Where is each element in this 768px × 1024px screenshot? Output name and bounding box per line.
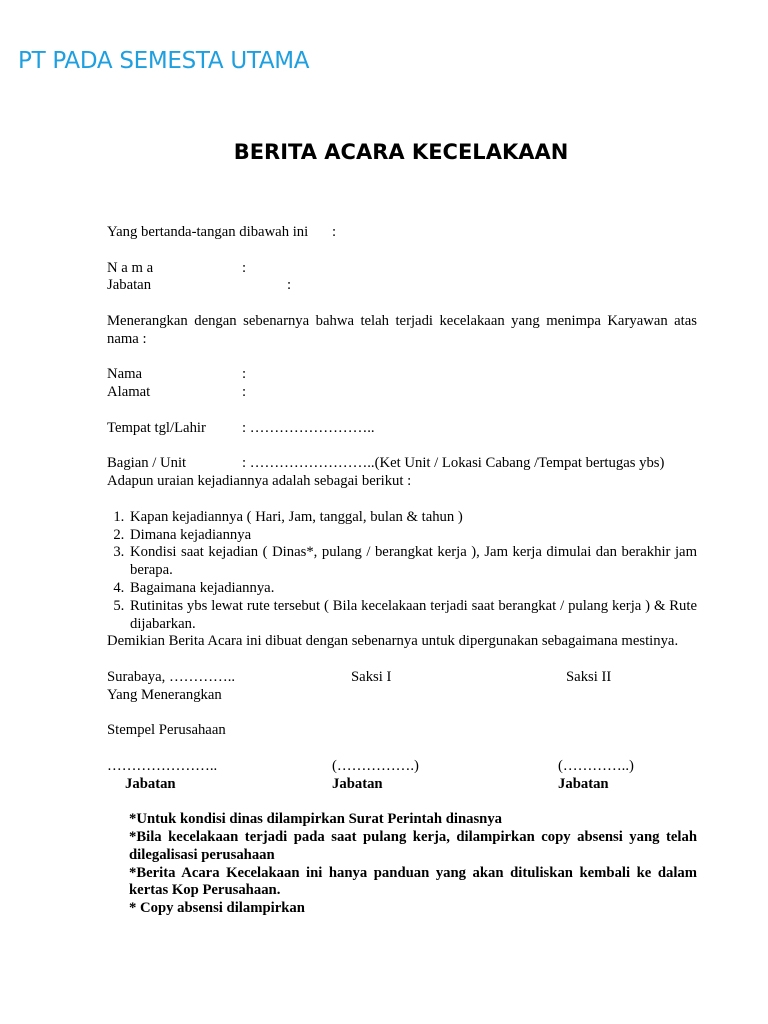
list-item: 3. Kondisi saat kejadian ( Dinas*, pulang / berangkat kerja ), Jam kerja dimulai dan berakhir jam berapa. <box>128 544 697 580</box>
list-item: 5. Rutinitas ybs lewat rute tersebut ( Bila kecelakaan terjadi saat berangkat / pulang kerja ) & Rute dijabarkan. <box>128 598 697 634</box>
list-item: 4. Bagaimana kejadiannya. <box>128 580 697 598</box>
employee-unit-value: : ……………………..(Ket Unit / Lokasi Cabang /Tempat bertugas ybs) <box>242 455 665 472</box>
document-body <box>107 224 697 918</box>
stamp-label: Stempel Perusahaan <box>107 722 226 739</box>
employee-address-colon: : <box>242 384 247 401</box>
employee-name-colon: : <box>242 366 247 383</box>
employee-unit-label: Bagian / Unit <box>107 455 187 472</box>
signer-intro-text: Yang bertanda-tangan dibawah ini <box>107 224 309 240</box>
place-date: Surabaya, ………….. <box>107 668 236 685</box>
position-witness2: Jabatan <box>558 775 609 792</box>
signer-position-label: Jabatan <box>107 277 152 294</box>
signer-intro <box>107 224 697 242</box>
declarer-label: Yang Menerangkan <box>107 686 222 703</box>
notes-block <box>129 811 697 918</box>
list-item: 1. Kapan kejadiannya ( Hari, Jam, tanggal, bulan & tahun ) <box>128 509 697 527</box>
position-declarer: Jabatan <box>125 775 176 792</box>
signer-position-row <box>107 277 697 295</box>
note-item: *Untuk kondisi dinas dilampirkan Surat Perintah dinasnya <box>129 811 503 828</box>
note-item: * Copy absensi dilampirkan <box>129 900 305 917</box>
position-witness1: Jabatan <box>332 775 383 792</box>
signer-position-colon: : <box>287 277 292 294</box>
document-title: BERITA ACARA KECELAKAAN <box>233 140 569 164</box>
signature-header-row <box>107 669 697 687</box>
employee-birth-value: : …………………….. <box>242 419 375 436</box>
details-list <box>107 509 697 634</box>
note-item: *Berita Acara Kecelakaan ini hanya panduan yang akan dituliskan kembali ke dalam kertas Kop Perusahaan. <box>129 864 697 899</box>
employee-birth-label: Tempat tgl/Lahir <box>107 419 206 436</box>
signature-blank-row <box>107 758 697 776</box>
signature-blank-witness1: (…………….) <box>332 757 419 774</box>
list-item: 2. Dimana kejadiannya <box>128 527 697 545</box>
signer-name-label: N a m a <box>107 259 154 276</box>
note-item: *Bila kecelakaan terjadi pada saat pulang kerja, dilampirkan copy absensi yang telah dilegalisasi perusahaan <box>129 829 697 863</box>
signature-position-row <box>107 776 697 794</box>
witness1-label: Saksi I <box>351 668 392 685</box>
statement-paragraph: Menerangkan dengan sebenarnya bahwa telah terjadi kecelakaan yang menimpa Karyawan atas nama : <box>107 312 697 347</box>
signer-name-colon: : <box>242 259 247 276</box>
employee-unit-row <box>107 455 697 473</box>
details-intro: Adapun uraian kejadiannya adalah sebagai berikut : <box>107 473 412 490</box>
employee-address-row <box>107 384 697 402</box>
witness2-label: Saksi II <box>566 668 612 685</box>
signature-blank-witness2: (…………..) <box>558 757 634 774</box>
employee-address-label: Alamat <box>107 384 151 401</box>
closing-paragraph: Demikian Berita Acara ini dibuat dengan sebenarnya untuk dipergunakan sebagaimana mestinya. <box>107 633 679 650</box>
employee-name-row <box>107 366 697 384</box>
signer-name-row <box>107 260 697 278</box>
employee-birth-row <box>107 420 697 438</box>
signature-blank-declarer: ………………….. <box>107 757 218 774</box>
employee-name-label: Nama <box>107 366 143 383</box>
signer-intro-colon: : <box>332 224 337 240</box>
company-name: PT PADA SEMESTA UTAMA <box>18 48 310 74</box>
